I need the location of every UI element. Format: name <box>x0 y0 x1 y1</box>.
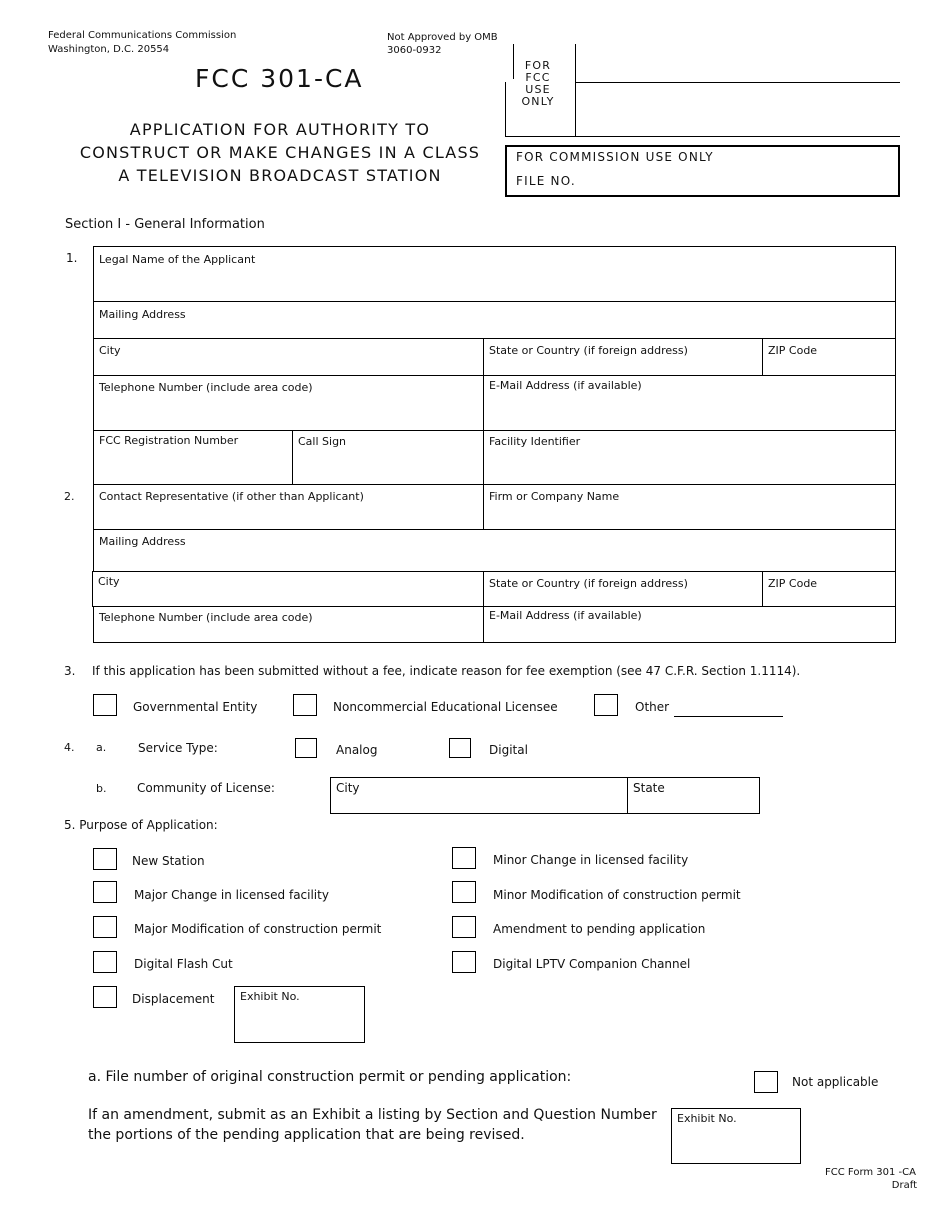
question-4a-marker: a. <box>96 741 107 754</box>
amendment-label: Amendment to pending application <box>493 922 706 936</box>
digital-label: Digital <box>489 743 528 757</box>
application-title-line2: CONSTRUCT OR MAKE CHANGES IN A CLASS <box>79 143 481 162</box>
firm-name-label: Firm or Company Name <box>489 490 620 503</box>
fcc-use-word-1: FOR <box>524 59 552 72</box>
fcc-use-border-mid <box>575 44 576 137</box>
agency-name: Federal Communications Commission <box>48 30 237 41</box>
community-of-license-label: Community of License: <box>137 781 275 795</box>
application-title-line1: APPLICATION FOR AUTHORITY TO <box>129 120 431 139</box>
form-title: FCC 301-CA <box>195 64 364 93</box>
legal-name-field[interactable] <box>93 246 896 302</box>
not-applicable-label: Not applicable <box>792 1075 879 1089</box>
amendment-exhibit-field[interactable] <box>671 1108 801 1164</box>
file-number-label: FILE NO. <box>516 174 576 188</box>
community-city-label: City <box>336 781 360 795</box>
displacement-checkbox[interactable] <box>93 986 117 1008</box>
city-field[interactable] <box>93 338 484 376</box>
contact-telephone-label: Telephone Number (include area code) <box>99 611 313 624</box>
digital-flash-cut-label: Digital Flash Cut <box>134 957 233 971</box>
fcc-use-word-4: ONLY <box>521 95 555 108</box>
omb-status: Not Approved by OMB <box>387 32 498 43</box>
email-label: E-Mail Address (if available) <box>489 379 642 392</box>
question-3-number: 3. <box>64 664 76 678</box>
contact-email-field[interactable] <box>483 606 896 643</box>
call-sign-label: Call Sign <box>298 435 347 448</box>
telephone-field[interactable] <box>93 375 484 431</box>
file-number-question: a. File number of original construction permit or pending application: <box>88 1069 572 1085</box>
commission-use-box <box>505 145 900 197</box>
draft-label: Draft <box>891 1180 917 1191</box>
fcc-use-only-label <box>515 60 561 108</box>
contact-city-label: City <box>98 575 120 588</box>
displacement-exhibit-label: Exhibit No. <box>240 990 300 1003</box>
email-field[interactable] <box>483 375 896 431</box>
facility-id-field[interactable] <box>483 430 896 485</box>
frn-label: FCC Registration Number <box>99 434 239 447</box>
contact-mailing-address-field[interactable] <box>93 529 896 572</box>
digital-flash-cut-checkbox[interactable] <box>93 951 117 973</box>
mailing-address-field[interactable] <box>93 301 896 339</box>
purpose-heading: 5. Purpose of Application: <box>64 818 218 832</box>
amendment-checkbox[interactable] <box>452 916 476 938</box>
state-country-label: State or Country (if foreign address) <box>489 344 688 357</box>
displacement-label: Displacement <box>132 992 215 1006</box>
contact-zip-code-label: ZIP Code <box>768 577 818 590</box>
form-reference: FCC Form 301 -CA <box>825 1167 916 1178</box>
question-4-number: 4. <box>64 741 75 754</box>
minor-modification-label: Minor Modification of construction permit <box>493 888 741 902</box>
contact-rep-field[interactable] <box>93 484 484 530</box>
contact-state-country-label: State or Country (if foreign address) <box>489 577 688 590</box>
governmental-entity-checkbox[interactable] <box>93 694 117 716</box>
mailing-address-label: Mailing Address <box>99 308 186 321</box>
governmental-entity-label: Governmental Entity <box>133 700 258 714</box>
application-title <box>40 118 520 187</box>
major-modification-checkbox[interactable] <box>93 916 117 938</box>
fcc-use-border-left <box>505 82 506 137</box>
omb-number: 3060-0932 <box>387 45 442 56</box>
community-city-field[interactable] <box>330 777 628 814</box>
community-state-label: State <box>633 781 665 795</box>
amendment-instructions-line1: If an amendment, submit as an Exhibit a listing by Section and Question Number <box>88 1107 657 1123</box>
firm-name-field[interactable] <box>483 484 896 530</box>
digital-checkbox[interactable] <box>449 738 471 758</box>
other-exemption-checkbox[interactable] <box>594 694 618 716</box>
zip-code-label: ZIP Code <box>768 344 818 357</box>
noncommercial-educational-checkbox[interactable] <box>293 694 317 716</box>
fee-exemption-question: If this application has been submitted without a fee, indicate reason for fee exemption (see 47 C.F.R. Section 1.1114). <box>92 664 801 678</box>
major-change-checkbox[interactable] <box>93 881 117 903</box>
contact-state-country-field[interactable] <box>483 571 763 607</box>
zip-code-field[interactable] <box>762 338 896 376</box>
fcc-use-line-2 <box>505 136 900 137</box>
amendment-instructions-line2: the portions of the pending application that are being revised. <box>88 1127 525 1143</box>
digital-lptv-label: Digital LPTV Companion Channel <box>493 957 691 971</box>
new-station-label: New Station <box>132 854 205 868</box>
question-1-number: 1. <box>66 251 78 265</box>
fcc-use-word-2: FCC <box>525 71 551 84</box>
analog-checkbox[interactable] <box>295 738 317 758</box>
minor-change-label: Minor Change in licensed facility <box>493 853 689 867</box>
other-exemption-input[interactable] <box>674 716 783 717</box>
contact-zip-code-field[interactable] <box>762 571 896 607</box>
analog-label: Analog <box>336 743 378 757</box>
legal-name-label: Legal Name of the Applicant <box>99 253 256 266</box>
fcc-use-border-top <box>513 44 514 79</box>
amendment-instructions <box>88 1105 657 1145</box>
application-title-line3: A TELEVISION BROADCAST STATION <box>118 166 442 185</box>
minor-modification-checkbox[interactable] <box>452 881 476 903</box>
question-4b-marker: b. <box>96 782 107 795</box>
facility-id-label: Facility Identifier <box>489 435 581 448</box>
minor-change-checkbox[interactable] <box>452 847 476 869</box>
contact-email-label: E-Mail Address (if available) <box>489 609 642 622</box>
fcc-use-line-1 <box>575 82 900 83</box>
community-state-field[interactable] <box>627 777 760 814</box>
fcc-use-word-3: USE <box>525 83 551 96</box>
amendment-exhibit-label: Exhibit No. <box>677 1112 737 1125</box>
agency-address: Washington, D.C. 20554 <box>48 44 170 55</box>
contact-telephone-field[interactable] <box>93 606 484 643</box>
question-2-number: 2. <box>64 490 75 503</box>
major-change-label: Major Change in licensed facility <box>134 888 329 902</box>
not-applicable-checkbox[interactable] <box>754 1071 778 1093</box>
contact-mailing-address-label: Mailing Address <box>99 535 186 548</box>
contact-city-field[interactable] <box>92 571 484 607</box>
section-heading: Section I - General Information <box>65 217 265 232</box>
new-station-checkbox[interactable] <box>93 848 117 870</box>
major-modification-label: Major Modification of construction permit <box>134 922 382 936</box>
commission-use-label: FOR COMMISSION USE ONLY <box>516 150 714 164</box>
telephone-label: Telephone Number (include area code) <box>99 381 313 394</box>
other-exemption-label: Other <box>635 700 670 714</box>
noncommercial-educational-label: Noncommercial Educational Licensee <box>333 700 558 714</box>
state-country-field[interactable] <box>483 338 763 376</box>
digital-lptv-checkbox[interactable] <box>452 951 476 973</box>
service-type-label: Service Type: <box>138 741 218 755</box>
call-sign-field[interactable] <box>292 430 484 485</box>
city-label: City <box>99 344 121 357</box>
contact-rep-label: Contact Representative (if other than Applicant) <box>99 490 364 503</box>
displacement-exhibit-field[interactable] <box>234 986 365 1043</box>
frn-field[interactable] <box>93 430 293 485</box>
